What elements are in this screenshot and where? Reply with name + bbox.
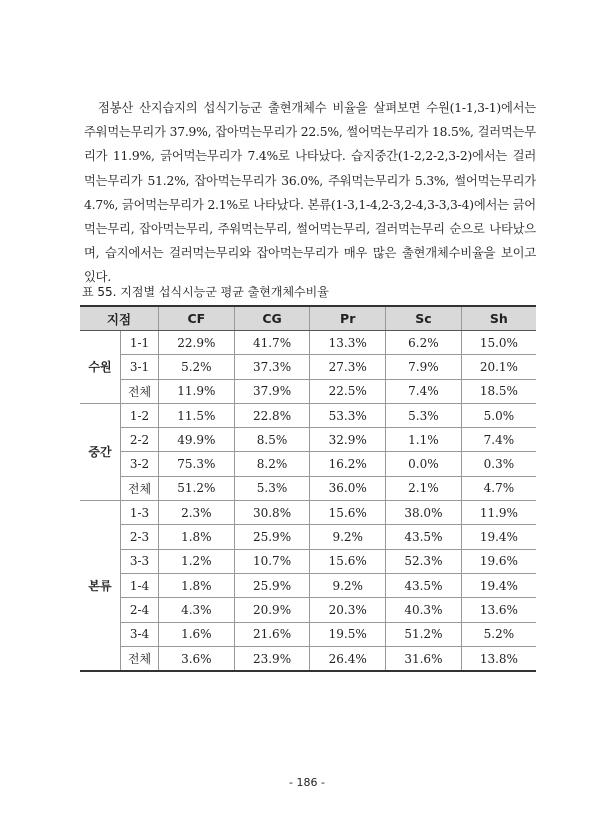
value-cell: 5.2% (461, 622, 536, 646)
value-cell: 5.2% (159, 355, 235, 379)
value-cell: 37.9% (234, 379, 310, 403)
site-label: 3-1 (121, 355, 159, 379)
value-cell: 43.5% (386, 525, 462, 549)
table-row (80, 428, 536, 452)
value-cell: 15.6% (310, 549, 386, 573)
site-label: 전체 (121, 646, 159, 671)
value-cell: 1.8% (159, 525, 235, 549)
value-cell: 18.5% (461, 379, 536, 403)
value-cell: 37.3% (234, 355, 310, 379)
value-cell: 21.6% (234, 622, 310, 646)
site-label: 2-3 (121, 525, 159, 549)
value-cell: 5.0% (461, 403, 536, 427)
feeding-group-table (80, 305, 536, 672)
value-cell: 22.8% (234, 403, 310, 427)
value-cell: 22.5% (310, 379, 386, 403)
group-label: 본류 (80, 501, 121, 672)
site-label: 2-4 (121, 598, 159, 622)
group-label: 중간 (80, 403, 121, 500)
value-cell: 19.4% (461, 525, 536, 549)
value-cell: 6.2% (386, 331, 462, 355)
value-cell: 4.7% (461, 476, 536, 500)
value-cell: 11.9% (461, 501, 536, 525)
value-cell: 43.5% (386, 573, 462, 597)
value-cell: 5.3% (234, 476, 310, 500)
value-cell: 16.2% (310, 452, 386, 476)
site-label: 전체 (121, 476, 159, 500)
paragraph-text: 점봉산 산지습지의 섭식기능군 출현개체수 비율을 살펴보면 수원(1-1,3-1)에서는 주워먹는무리가 37.9%, 잡아먹는무리가 22.5%, 썰어먹는무리가 18.5%, 걸러먹는무리가 11.9%, 긁어먹는무리가 7.4%로 나타났다. 습지중간(1-2,2-2,3-2)에서는 걸러먹는무리가 51.2%, 잡아먹는무리가 36.0%, 주워먹는무리가 5.3%, 썰어먹는무리가 4.7%, 긁어먹는무리가 2.1%로 나타났다. 본류(1-3,1-4,2-3,2-4,3-3,3-4)에서는 긁어먹는무리, 잡아먹는무리, 주워먹는무리, 썰어먹는무리, 걸러먹는무리 순으로 나타났으며, 습지에서는 걸러먹는무리와 잡아먹는무리가 매우 많은 출현개체수비율을 보이고 있다. (84, 101, 536, 285)
value-cell: 2.1% (386, 476, 462, 500)
body-paragraph (84, 96, 536, 290)
value-cell: 19.4% (461, 573, 536, 597)
site-label: 3-2 (121, 452, 159, 476)
value-cell: 8.2% (234, 452, 310, 476)
value-cell: 15.0% (461, 331, 536, 355)
value-cell: 25.9% (234, 573, 310, 597)
value-cell: 41.7% (234, 331, 310, 355)
value-cell: 40.3% (386, 598, 462, 622)
value-cell: 51.2% (159, 476, 235, 500)
value-cell: 1.6% (159, 622, 235, 646)
table-row (80, 403, 536, 427)
value-cell: 22.9% (159, 331, 235, 355)
value-cell: 1.1% (386, 428, 462, 452)
site-label: 1-4 (121, 573, 159, 597)
value-cell: 4.3% (159, 598, 235, 622)
value-cell: 8.5% (234, 428, 310, 452)
header-sc: Sc (386, 306, 462, 331)
header-pr: Pr (310, 306, 386, 331)
value-cell: 75.3% (159, 452, 235, 476)
value-cell: 10.7% (234, 549, 310, 573)
value-cell: 19.6% (461, 549, 536, 573)
header-cf: CF (159, 306, 235, 331)
site-label: 2-2 (121, 428, 159, 452)
table-row (80, 598, 536, 622)
value-cell: 0.0% (386, 452, 462, 476)
site-label: 1-2 (121, 403, 159, 427)
table-row (80, 622, 536, 646)
value-cell: 25.9% (234, 525, 310, 549)
value-cell: 13.6% (461, 598, 536, 622)
value-cell: 1.8% (159, 573, 235, 597)
value-cell: 7.4% (461, 428, 536, 452)
value-cell: 49.9% (159, 428, 235, 452)
site-label: 전체 (121, 379, 159, 403)
value-cell: 3.6% (159, 646, 235, 671)
value-cell: 9.2% (310, 525, 386, 549)
value-cell: 20.9% (234, 598, 310, 622)
table-row (80, 646, 536, 671)
value-cell: 32.9% (310, 428, 386, 452)
table-row (80, 476, 536, 500)
value-cell: 1.2% (159, 549, 235, 573)
value-cell: 19.5% (310, 622, 386, 646)
table-row (80, 355, 536, 379)
table-header-row (80, 306, 536, 331)
value-cell: 53.3% (310, 403, 386, 427)
header-cg: CG (234, 306, 310, 331)
value-cell: 13.8% (461, 646, 536, 671)
value-cell: 27.3% (310, 355, 386, 379)
value-cell: 2.3% (159, 501, 235, 525)
value-cell: 52.3% (386, 549, 462, 573)
table-row (80, 331, 536, 355)
value-cell: 31.6% (386, 646, 462, 671)
value-cell: 23.9% (234, 646, 310, 671)
value-cell: 7.4% (386, 379, 462, 403)
table-row (80, 549, 536, 573)
table-row (80, 525, 536, 549)
page-number: - 186 - (289, 776, 325, 789)
value-cell: 15.6% (310, 501, 386, 525)
value-cell: 13.3% (310, 331, 386, 355)
value-cell: 20.3% (310, 598, 386, 622)
value-cell: 11.9% (159, 379, 235, 403)
table-row (80, 452, 536, 476)
site-label: 1-1 (121, 331, 159, 355)
value-cell: 36.0% (310, 476, 386, 500)
value-cell: 7.9% (386, 355, 462, 379)
value-cell: 0.3% (461, 452, 536, 476)
value-cell: 26.4% (310, 646, 386, 671)
value-cell: 38.0% (386, 501, 462, 525)
value-cell: 51.2% (386, 622, 462, 646)
value-cell: 9.2% (310, 573, 386, 597)
site-label: 3-4 (121, 622, 159, 646)
site-label: 1-3 (121, 501, 159, 525)
site-label: 3-3 (121, 549, 159, 573)
table-row (80, 573, 536, 597)
value-cell: 30.8% (234, 501, 310, 525)
header-site: 지점 (80, 306, 159, 331)
table-row (80, 379, 536, 403)
value-cell: 5.3% (386, 403, 462, 427)
header-sh: Sh (461, 306, 536, 331)
value-cell: 11.5% (159, 403, 235, 427)
table-row (80, 501, 536, 525)
table-caption: 표 55. 지점별 섭식시능군 평균 출현개체수비율 (82, 285, 329, 299)
group-label: 수원 (80, 331, 121, 404)
value-cell: 20.1% (461, 355, 536, 379)
